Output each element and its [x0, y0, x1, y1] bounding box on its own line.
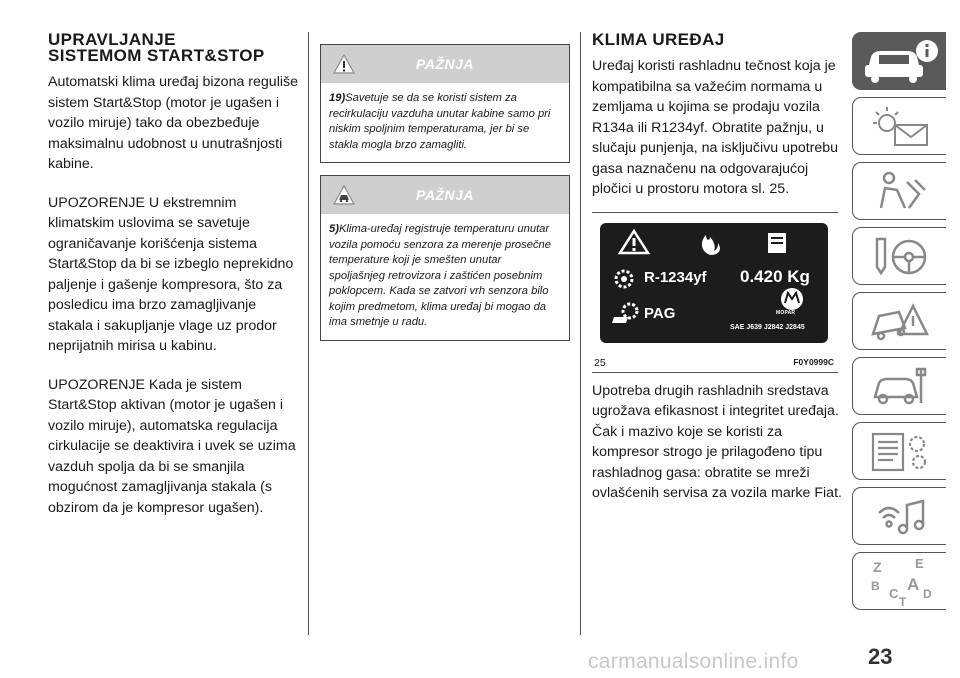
- tab-safety[interactable]: [852, 162, 946, 220]
- left-column: [48, 32, 298, 536]
- section-heading-start-stop: UPRAVLJANJE SISTEMOM START&STOP: [48, 30, 265, 65]
- figure-rule: [592, 212, 838, 213]
- svg-text:C: C: [888, 586, 898, 601]
- paragraph: Uređaj koristi rashladnu tečnost koja je kompatibilna sa važećim normama u zemljama u kojima se prodaju vozila R134a ili R1234yf. Obratite pažnju, u slučaju punjenja, na isključivu upotrebu gasa naznačenu na odgovarajućoj pločici u prostoru motora sl. 25.: [592, 58, 839, 197]
- svg-text:T: T: [898, 595, 906, 606]
- figure-caption: [592, 357, 838, 373]
- tab-technical-data[interactable]: [852, 422, 946, 480]
- figure-refrigerant-label: [592, 212, 838, 373]
- starting-driving-icon: [865, 233, 935, 279]
- warning-header: [321, 45, 569, 83]
- mopar-text: MOPAR: [776, 309, 796, 316]
- safety-icon: [865, 168, 935, 214]
- warning-title: PAŽNJA: [416, 56, 474, 72]
- car-warning-icon: [333, 185, 355, 210]
- flame-icon: [702, 235, 720, 255]
- maintenance-icon: [865, 363, 935, 409]
- tab-maintenance[interactable]: [852, 357, 946, 415]
- figure-number: 25: [594, 356, 606, 369]
- index-icon: [865, 556, 935, 606]
- refrigerant-type: R-1234yf: [644, 268, 707, 286]
- svg-text:B: B: [870, 579, 880, 593]
- tab-car-info[interactable]: [852, 32, 946, 90]
- paragraph: UPOZORENJE Kada je sistem Start&Stop aktivan (motor je ugašen i vozilo miruje), automatska regulacija cirkulacije se deaktivira i uvek se uzima vazduh spolja da bi se smanjila mogućnost zamagljivanja stakala (s obzirom da je kompresor ugašen).: [48, 376, 296, 516]
- warning-text: 5)Klima-uređaj registruje temperaturu unutar vozila pomoću senzora za merenje prosečne temperature koji je smešten unutar spoljašnjeg retrovizora i zaštićen posebnim poklopcem. Kada se zatvori vrh senzora bilo kojim predmetom, klima uređaj bi mogao da ima smetnje u radu.: [329, 223, 552, 328]
- tab-starting-driving[interactable]: [852, 227, 946, 285]
- oil-type: PAG: [644, 304, 676, 322]
- warning-box: [320, 44, 570, 163]
- warning-box: [320, 175, 570, 341]
- warning-text: 19)Savetuje se da se koristi sistem za recirkulaciju vazduha unutar kabine samo pri niskim spoljnim temperaturama, jer bi se stakla mogla brzo zamagliti.: [329, 92, 551, 151]
- tab-emergency[interactable]: [852, 292, 946, 350]
- car-info-icon: [859, 37, 941, 85]
- figure-code: F0Y0999C: [793, 356, 834, 367]
- oil-gear-icon: [623, 304, 637, 318]
- warning-lights-icon: [865, 103, 935, 149]
- paragraph: Upotreba drugih rashladnih sredstava ugrožava efikasnost i integritet uređaja. Čak i mazivo koje se koristi za kompresor strogo je prilagođeno tipu rashladnog gasa: obratite se mreži ovlašćenih servisa za vozila marke Fiat.: [592, 382, 842, 501]
- emergency-icon: [865, 298, 935, 344]
- svg-text:D: D: [922, 587, 932, 601]
- technical-data-icon: [865, 428, 935, 474]
- tab-index[interactable]: [852, 552, 946, 610]
- paragraph: UPOZORENJE U ekstremnim klimatskim uslovima se savetuje ograničavanje korišćenja sistema Start&Stop da bi se izbeglo neprekidno paljenje i gašenje kompresora, što za posledicu ima brzo zamagljivanje stakala i sakupljanje vlage uz prodor neprijatnih mirisa u kabinu.: [48, 194, 294, 354]
- paragraph: Automatski klima uređaj bizona reguliše sistem Start&Stop (motor je ugašen i vozilo miruje) tako da obezbeđuje maksimalnu udobnost u unutrašnjosti kabine.: [48, 74, 298, 172]
- right-column: [592, 32, 842, 522]
- refrigerant-label-image: [600, 223, 828, 343]
- column-divider: [308, 32, 309, 635]
- chapter-tabs: [852, 32, 948, 617]
- tab-warning-lights[interactable]: [852, 97, 946, 155]
- page-number: 23: [868, 644, 893, 669]
- warning-title: PAŽNJA: [416, 187, 474, 203]
- column-divider: [580, 32, 581, 635]
- refrigerant-quantity: 0.420 Kg: [740, 266, 810, 286]
- middle-column: [320, 44, 568, 353]
- watermark: carmanualsonline.info: [588, 650, 799, 673]
- warning-header: [321, 176, 569, 214]
- svg-text:A: A: [906, 575, 919, 594]
- tab-multimedia[interactable]: [852, 487, 946, 545]
- section-heading-climate: KLIMA UREĐAJ: [592, 30, 725, 49]
- sae-standards: SAE J639 J2842 J2845: [730, 323, 805, 331]
- warning-triangle-icon: [333, 54, 355, 79]
- multimedia-icon: [865, 493, 935, 539]
- svg-text:Z: Z: [872, 559, 882, 575]
- svg-text:E: E: [914, 556, 924, 571]
